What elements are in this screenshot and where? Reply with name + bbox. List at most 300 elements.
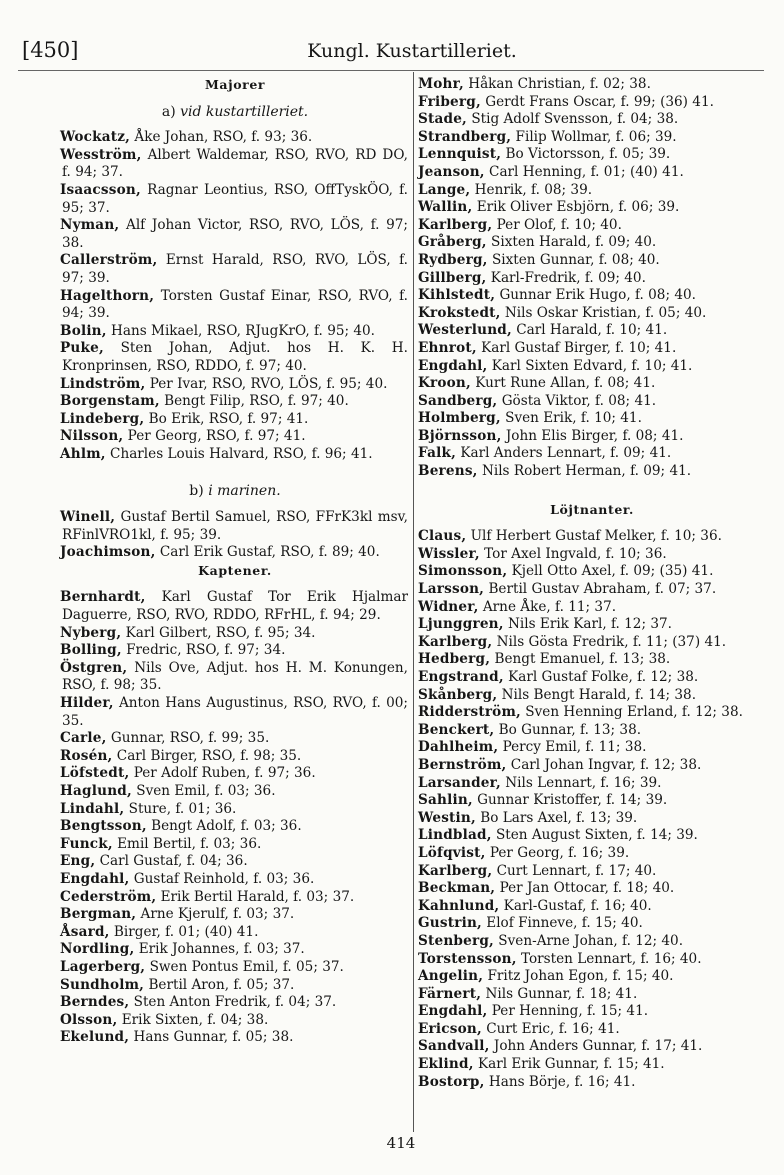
entry-surname: Wesström,	[60, 146, 142, 163]
entry-details: John Elis Birger, f. 08; 41.	[501, 427, 684, 444]
entry-surname: Engdahl,	[60, 870, 130, 887]
list-item	[420, 933, 764, 951]
entry-surname: Torstensson,	[418, 950, 517, 967]
entry-surname: Kahnlund,	[418, 897, 500, 914]
entry-surname: Löfqvist,	[418, 844, 486, 861]
entry-surname: Gråberg,	[418, 234, 487, 251]
entry-details: Bengt Adolf, f. 03; 36.	[146, 818, 302, 835]
entry-details: Nils Gunnar, f. 18; 41.	[481, 985, 638, 1002]
running-head: Kungl. Kustartilleriet.	[307, 40, 517, 62]
entry-details: Erik Sixten, f. 04; 38.	[117, 1011, 269, 1028]
entry-details: Sten Anton Fredrik, f. 04; 37.	[129, 994, 337, 1011]
list-item	[62, 818, 408, 836]
list-item	[420, 898, 764, 916]
entry-surname: Wissler,	[418, 545, 480, 562]
list-item	[420, 76, 764, 94]
list-majorer-b	[62, 509, 408, 562]
entry-surname: Jeanson,	[418, 163, 485, 180]
list-item	[420, 393, 764, 411]
entry-surname: Lange,	[418, 181, 471, 198]
entry-details: Sven Emil, f. 03; 36.	[131, 782, 276, 799]
entry-details: Kjell Otto Axel, f. 09; (35) 41.	[507, 563, 714, 580]
entry-surname: Östgren,	[60, 659, 128, 676]
entry-surname: Carle,	[60, 730, 107, 747]
entry-details: Sten August Sixten, f. 14; 39.	[491, 827, 698, 844]
entry-surname: Friberg,	[418, 93, 481, 110]
list-item	[420, 739, 764, 757]
entry-details: Nils Erik Karl, f. 12; 37.	[503, 616, 672, 633]
entry-details: Stig Adolf Svensson, f. 04; 38.	[467, 111, 679, 128]
entry-surname: Ekelund,	[60, 1029, 130, 1046]
list-item	[62, 994, 408, 1012]
entry-surname: Lindeberg,	[60, 410, 145, 427]
list-item	[420, 687, 764, 705]
entry-details: Karl Sixten Edvard, f. 10; 41.	[487, 357, 693, 374]
entry-details: Sven-Arne Johan, f. 12; 40.	[493, 932, 684, 949]
entry-surname: Bolin,	[60, 322, 107, 339]
entry-details: Nils Bengt Harald, f. 14; 38.	[497, 686, 697, 703]
list-item	[62, 889, 408, 907]
list-item	[62, 906, 408, 924]
top-rule	[18, 70, 764, 71]
entry-surname: Callerström,	[60, 252, 158, 269]
list-item	[420, 234, 764, 252]
entry-surname: Mohr,	[418, 76, 464, 92]
entry-surname: Claus,	[418, 528, 467, 545]
entry-details: Per Adolf Ruben, f. 97; 36.	[129, 765, 316, 782]
entry-details: Bengt Filip, RSO, f. 97; 40.	[159, 393, 349, 410]
list-item	[62, 625, 408, 643]
entry-surname: Ericson,	[418, 1020, 482, 1037]
entry-surname: Dahlheim,	[418, 739, 499, 756]
entry-details: Nils Ove, Adjut. hos H. M. Konungen, RSO, f. 98; 35.	[62, 659, 408, 694]
entry-details: Percy Emil, f. 11; 38.	[498, 739, 647, 756]
entry-details: Kurt Rune Allan, f. 08; 41.	[470, 375, 656, 392]
entry-details: Tor Axel Ingvald, f. 10; 36.	[479, 545, 667, 562]
entry-details: Per Georg, RSO, f. 97; 41.	[123, 428, 306, 445]
entry-surname: Eng,	[60, 853, 96, 870]
entry-surname: Beckman,	[418, 880, 496, 897]
list-item	[62, 252, 408, 287]
list-kaptener	[62, 589, 408, 1046]
entry-surname: Engdahl,	[418, 1003, 488, 1020]
list-item	[420, 704, 764, 722]
list-item	[62, 544, 408, 562]
list-item	[62, 977, 408, 995]
entry-details: Nils Gösta Fredrik, f. 11; (37) 41.	[492, 633, 727, 650]
entry-details: Fredric, RSO, f. 97; 34.	[121, 642, 286, 659]
entry-surname: Stenberg,	[418, 932, 494, 949]
list-item	[420, 827, 764, 845]
entry-surname: Nyman,	[60, 217, 120, 234]
list-item	[420, 599, 764, 617]
entry-details: Anton Hans Augustinus, RSO, RVO, f. 00; 35.	[62, 695, 408, 729]
entry-surname: Wockatz,	[60, 129, 131, 146]
entry-details: John Anders Gunnar, f. 17; 41.	[489, 1038, 703, 1055]
list-majorer-a	[62, 129, 408, 463]
section-heading-majorer: Majorer	[204, 77, 266, 92]
entry-details: Erik Bertil Harald, f. 03; 37.	[156, 888, 355, 905]
entry-surname: Wallin,	[418, 199, 473, 216]
entry-details: Gerdt Frans Oscar, f. 99; (36) 41.	[480, 93, 714, 110]
list-item	[62, 217, 408, 252]
section-heading-lojtnanter: Löjtnanter.	[550, 501, 634, 517]
entry-surname: Larsander,	[418, 774, 501, 791]
list-item	[420, 546, 764, 564]
entry-details: Filip Wollmar, f. 06; 39.	[511, 128, 677, 145]
entry-details: Charles Louis Halvard, RSO, f. 96; 41.	[105, 445, 373, 462]
column-divider	[413, 72, 414, 1132]
entry-surname: Sandvall,	[418, 1038, 490, 1055]
entry-details: Elof Finneve, f. 15; 40.	[481, 915, 643, 932]
entry-surname: Lennquist,	[418, 146, 502, 163]
list-item	[62, 959, 408, 977]
list-item	[420, 1038, 764, 1056]
list-item	[62, 147, 408, 182]
list-item	[420, 305, 764, 323]
entry-details: Bengt Emanuel, f. 13; 38.	[490, 651, 671, 668]
entry-details: Karl Erik Gunnar, f. 15; 41.	[473, 1056, 665, 1073]
list-item	[420, 217, 764, 235]
entry-details: Per Olof, f. 10; 40.	[492, 216, 622, 233]
list-item	[62, 836, 408, 854]
entry-surname: Borgenstam,	[60, 393, 160, 410]
entry-surname: Nilsson,	[60, 428, 124, 445]
right-column	[420, 76, 764, 1091]
list-item	[420, 810, 764, 828]
entry-surname: Rydberg,	[418, 251, 488, 268]
entry-details: Åke Johan, RSO, f. 93; 36.	[130, 129, 313, 146]
entry-details: Ragnar Leontius, RSO, OffTyskÖO, f. 95; 37.	[62, 181, 408, 216]
entry-details: Hans Mikael, RSO, RJugKrO, f. 95; 40.	[106, 322, 376, 339]
entry-details: Curt Lennart, f. 17; 40.	[492, 862, 657, 879]
list-item	[62, 1012, 408, 1030]
entry-surname: Lindström,	[60, 375, 146, 392]
entry-surname: Löfstedt,	[60, 765, 130, 782]
list-item	[420, 792, 764, 810]
entry-details: Karl-Fredrik, f. 09; 40.	[486, 269, 646, 286]
list-item	[420, 340, 764, 358]
entry-details: Erik Johannes, f. 03; 37.	[134, 941, 305, 958]
entry-surname: Karlberg,	[418, 633, 493, 650]
list-item	[62, 642, 408, 660]
list-item	[62, 853, 408, 871]
list-item	[420, 164, 764, 182]
list-item	[420, 581, 764, 599]
entry-surname: Ehnrot,	[418, 339, 477, 356]
entry-details: Gunnar, RSO, f. 99; 35.	[106, 730, 270, 747]
entry-surname: Angelin,	[418, 968, 484, 985]
entry-surname: Karlberg,	[418, 216, 493, 233]
list-item	[62, 428, 408, 446]
entry-details: Erik Oliver Esbjörn, f. 06; 39.	[472, 199, 680, 216]
subheading-a-label: a)	[161, 103, 176, 120]
entry-surname: Ahlm,	[60, 445, 106, 462]
entry-details: Nils Lennart, f. 16; 39.	[500, 774, 662, 791]
entry-details: Swen Pontus Emil, f. 05; 37.	[145, 958, 344, 975]
entry-surname: Hagelthorn,	[60, 287, 155, 304]
entry-details: Carl Johan Ingvar, f. 12; 38.	[506, 756, 702, 773]
entry-surname: Gustrin,	[418, 915, 482, 932]
list-item	[62, 446, 408, 464]
list-item	[420, 1021, 764, 1039]
entry-details: Arne Kjerulf, f. 03; 37.	[136, 906, 295, 923]
entry-details: Bo Victorsson, f. 05; 39.	[501, 146, 671, 163]
entry-details: Karl-Gustaf, f. 16; 40.	[499, 897, 652, 914]
entry-details: Ernst Harald, RSO, RVO, LÖS, f. 97; 39.	[62, 252, 408, 286]
page-footer-number: 414	[386, 1134, 416, 1152]
list-item	[420, 375, 764, 393]
entry-surname: Sundholm,	[60, 976, 145, 993]
entry-details: Torsten Gustaf Einar, RSO, RVO, f. 94; 39.	[62, 287, 408, 322]
list-kaptener-continued	[420, 76, 764, 481]
entry-surname: Strandberg,	[418, 128, 512, 145]
entry-details: Hans Gunnar, f. 05; 38.	[129, 1029, 294, 1046]
list-item	[420, 410, 764, 428]
entry-surname: Eklind,	[418, 1056, 474, 1073]
list-item	[420, 986, 764, 1004]
entry-details: Alf Johan Victor, RSO, RVO, LÖS, f. 97; 38.	[62, 217, 408, 251]
list-item	[62, 801, 408, 819]
entry-surname: Bergman,	[60, 906, 137, 923]
list-item	[420, 182, 764, 200]
entry-details: Gustaf Reinhold, f. 03; 36.	[129, 870, 315, 887]
entry-surname: Berens,	[418, 463, 478, 480]
list-lojtnanter	[420, 528, 764, 1091]
entry-surname: Hedberg,	[418, 651, 491, 668]
entry-surname: Bernhardt,	[60, 589, 146, 606]
entry-details: Emil Bertil, f. 03; 36.	[112, 835, 262, 852]
entry-surname: Funck,	[60, 835, 113, 852]
entry-surname: Nordling,	[60, 941, 135, 958]
list-item	[62, 288, 408, 323]
list-item	[420, 563, 764, 581]
subheading-b-text: i marinen.	[208, 483, 281, 500]
entry-details: Karl Anders Lennart, f. 09; 41.	[456, 445, 672, 462]
entry-surname: Puke,	[60, 340, 104, 357]
list-item	[62, 509, 408, 544]
list-item	[420, 915, 764, 933]
entry-surname: Krokstedt,	[418, 304, 501, 321]
entry-details: Curt Eric, f. 16; 41.	[481, 1020, 620, 1037]
entry-details: Sven Erik, f. 10; 41.	[500, 410, 642, 427]
list-item	[420, 951, 764, 969]
entry-details: Bo Erik, RSO, f. 97; 41.	[144, 410, 309, 427]
list-item	[420, 722, 764, 740]
entry-details: Bo Lars Axel, f. 13; 39.	[475, 809, 638, 826]
list-item	[420, 757, 764, 775]
entry-details: Sten Johan, Adjut. hos H. K. H. Kronprinsen, RSO, RDDO, f. 97; 40.	[62, 340, 408, 374]
entry-surname: Bolling,	[60, 642, 122, 659]
entry-details: Karl Gustaf Tor Erik Hjalmar Daguerre, RSO, RVO, RDDO, RFrHL, f. 94; 29.	[62, 589, 408, 624]
entry-details: Fritz Johan Egon, f. 15; 40.	[483, 968, 674, 985]
list-item	[420, 322, 764, 340]
entry-details: Per Henning, f. 15; 41.	[487, 1003, 649, 1020]
entry-details: Sixten Harald, f. 09; 40.	[486, 234, 657, 251]
entry-details: Sven Henning Erland, f. 12; 38.	[520, 704, 743, 721]
list-item	[420, 252, 764, 270]
list-item	[420, 528, 764, 546]
entry-surname: Kihlstedt,	[418, 287, 496, 304]
entry-surname: Nyberg,	[60, 624, 122, 641]
entry-surname: Falk,	[418, 445, 457, 462]
list-item	[62, 730, 408, 748]
entry-details: Carl Erik Gustaf, RSO, f. 89; 40.	[155, 544, 380, 561]
entry-surname: Isaacsson,	[60, 181, 141, 198]
list-item	[420, 880, 764, 898]
list-item	[420, 1074, 764, 1092]
entry-surname: Gillberg,	[418, 269, 487, 286]
list-item	[420, 129, 764, 147]
entry-surname: Westin,	[418, 809, 476, 826]
list-item	[420, 1056, 764, 1074]
list-item	[62, 1029, 408, 1047]
entry-details: Håkan Christian, f. 02; 38.	[463, 76, 651, 92]
list-item	[62, 589, 408, 624]
entry-details: Bertil Gustav Abraham, f. 07; 37.	[484, 581, 717, 598]
entry-details: Bertil Aron, f. 05; 37.	[144, 976, 295, 993]
entry-surname: Karlberg,	[418, 862, 493, 879]
list-item	[420, 634, 764, 652]
entry-surname: Kroon,	[418, 375, 471, 392]
list-item	[62, 660, 408, 695]
entry-surname: Björnsson,	[418, 427, 502, 444]
list-item	[420, 199, 764, 217]
list-item	[420, 94, 764, 112]
list-item	[62, 393, 408, 411]
entry-details: Birger, f. 01; (40) 41.	[109, 923, 259, 940]
entry-surname: Bengtsson,	[60, 818, 147, 835]
list-item	[62, 129, 408, 147]
entry-details: Albert Waldemar, RSO, RVO, RD DO, f. 94; 37.	[62, 146, 408, 181]
section-heading-kaptener: Kaptener.	[198, 562, 272, 578]
entry-surname: Haglund,	[60, 782, 132, 799]
entry-surname: Westerlund,	[418, 322, 512, 339]
list-item	[62, 765, 408, 783]
entry-details: Per Ivar, RSO, RVO, LÖS, f. 95; 40.	[145, 375, 388, 392]
list-item	[420, 445, 764, 463]
entry-surname: Bernström,	[418, 756, 507, 773]
list-item	[420, 111, 764, 129]
entry-surname: Ljunggren,	[418, 616, 504, 633]
entry-details: Carl Harald, f. 10; 41.	[511, 322, 668, 339]
entry-surname: Cederström,	[60, 888, 157, 905]
list-item	[420, 863, 764, 881]
list-item	[420, 270, 764, 288]
list-item	[62, 411, 408, 429]
list-item	[62, 323, 408, 341]
list-item	[420, 616, 764, 634]
entry-details: Ulf Herbert Gustaf Melker, f. 10; 36.	[466, 528, 722, 545]
entry-surname: Winell,	[60, 509, 116, 526]
list-item	[420, 1003, 764, 1021]
list-item	[62, 182, 408, 217]
subheading-b	[62, 483, 408, 501]
entry-details: Carl Gustaf, f. 04; 36.	[95, 853, 248, 870]
entry-details: Bo Gunnar, f. 13; 38.	[494, 721, 642, 738]
entry-surname: Färnert,	[418, 985, 482, 1002]
list-item	[420, 775, 764, 793]
entry-details: Arne Åke, f. 11; 37.	[478, 598, 617, 615]
entry-surname: Berndes,	[60, 994, 130, 1011]
list-item	[420, 651, 764, 669]
subheading-a-text: vid kustartilleriet.	[180, 103, 309, 120]
entry-surname: Åsard,	[60, 923, 110, 940]
entry-surname: Simonsson,	[418, 563, 508, 580]
list-item	[420, 287, 764, 305]
entry-surname: Sandberg,	[418, 392, 498, 409]
list-item	[62, 695, 408, 730]
list-item	[420, 845, 764, 863]
entry-details: Hans Börje, f. 16; 41.	[484, 1073, 636, 1090]
entry-details: Per Jan Ottocar, f. 18; 40.	[495, 880, 675, 897]
list-item	[62, 924, 408, 942]
entry-details: Torsten Lennart, f. 16; 40.	[516, 950, 702, 967]
entry-surname: Lagerberg,	[60, 958, 146, 975]
entry-details: Gustaf Bertil Samuel, RSO, FFrK3kl msv, RFinlVRO1kl, f. 95; 39.	[62, 509, 408, 543]
entry-details: Nils Oskar Kristian, f. 05; 40.	[500, 304, 707, 321]
list-item	[62, 871, 408, 889]
entry-surname: Widner,	[418, 598, 479, 615]
entry-surname: Skånberg,	[418, 686, 498, 703]
entry-details: Carl Birger, RSO, f. 98; 35.	[112, 747, 302, 764]
entry-details: Gunnar Kristoffer, f. 14; 39.	[472, 792, 668, 809]
entry-details: Sixten Gunnar, f. 08; 40.	[487, 251, 660, 268]
entry-surname: Holmberg,	[418, 410, 501, 427]
list-item	[420, 463, 764, 481]
entry-details: Henrik, f. 08; 39.	[470, 181, 593, 198]
subheading-b-label: b)	[189, 483, 204, 500]
entry-surname: Lindahl,	[60, 800, 125, 817]
entry-details: Nils Robert Herman, f. 09; 41.	[477, 463, 692, 480]
entry-details: Gösta Viktor, f. 08; 41.	[497, 392, 657, 409]
entry-details: Karl Gilbert, RSO, f. 95; 34.	[121, 624, 316, 641]
list-item	[420, 968, 764, 986]
entry-surname: Hilder,	[60, 695, 114, 711]
list-item	[62, 340, 408, 375]
list-item	[62, 376, 408, 394]
entry-surname: Bostorp,	[418, 1073, 485, 1090]
list-item	[420, 146, 764, 164]
entry-surname: Sahlin,	[418, 792, 473, 809]
entry-details: Carl Henning, f. 01; (40) 41.	[484, 163, 684, 180]
entry-surname: Rosén,	[60, 747, 113, 764]
list-item	[420, 428, 764, 446]
entry-surname: Stade,	[418, 111, 467, 128]
entry-surname: Engdahl,	[418, 357, 488, 374]
entry-surname: Ridderström,	[418, 704, 521, 721]
entry-details: Gunnar Erik Hugo, f. 08; 40.	[495, 287, 696, 304]
entry-details: Per Georg, f. 16; 39.	[485, 844, 630, 861]
list-item	[420, 358, 764, 376]
list-item	[420, 669, 764, 687]
entry-surname: Benckert,	[418, 721, 495, 738]
entry-surname: Larsson,	[418, 581, 485, 598]
entry-details: Sture, f. 01; 36.	[124, 800, 237, 817]
list-item	[62, 783, 408, 801]
entry-surname: Engstrand,	[418, 669, 504, 685]
entry-details: Karl Gustaf Folke, f. 12; 38.	[503, 669, 699, 685]
subheading-a	[62, 104, 408, 122]
entry-surname: Lindblad,	[418, 827, 492, 844]
page-number-bracket: [450]	[22, 38, 79, 62]
list-item	[62, 748, 408, 766]
entry-details: Karl Gustaf Birger, f. 10; 41.	[476, 339, 677, 356]
list-item	[62, 941, 408, 959]
entry-surname: Olsson,	[60, 1011, 118, 1028]
left-column	[62, 76, 408, 1047]
entry-surname: Joachimson,	[60, 544, 156, 561]
